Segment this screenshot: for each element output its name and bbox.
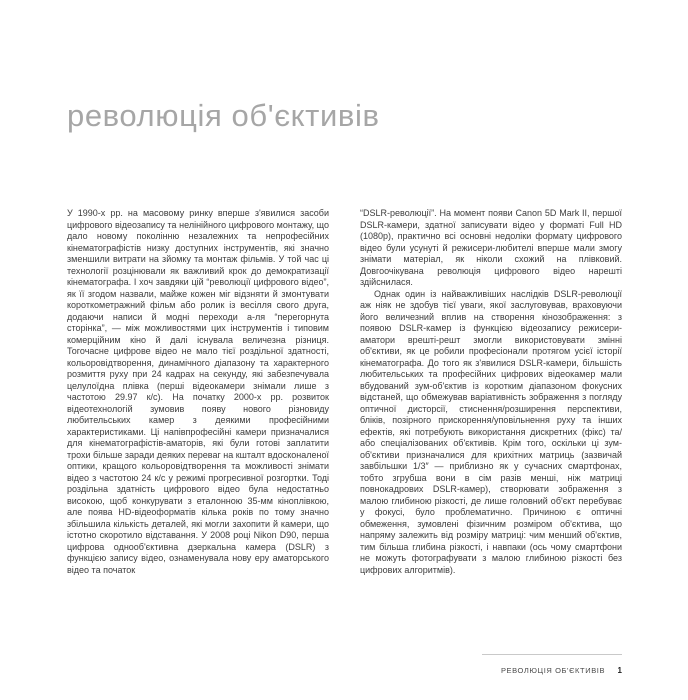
right-column: [360, 208, 622, 576]
page-title: революція об'єктивів: [67, 98, 380, 133]
left-column-paragraph: У 1990-х рр. на масовому ринку вперше з'явилися засоби цифрового відеозапису та нелінійного цифрового монтажу, що дало новому поколінню незалежних та непрофесійних кінематографістів низку доступних інструментів, які значно зменшили витрати на зйомку та монтаж фільмів. У той час ці технології розцінювали як важливий крок до демократизації кінематографа. І хоч завдяки цій “революції цифрового відео”, як її згодом назвали, майже кожен міг відзняти й змонтувати короткометражний фільм або ролик із весілля свого друга, додаючи написи й модні переходи а-ля “перегорнута сторінка”, — між можливостями цих інструментів і типовим комерційним кіно й далі існувала величезна різниця. Тогочасне цифрове відео не мало тієї роздільної здатності, кольоровідтворення, динамічного діапазону та характерного розмиття руху при 24 кадрах на секунду, які забезпечувала целулоїдна плівка (перші відеокамери знімали лише з частотою 29.97 к/с). На початку 2000-х рр. розвиток відеотехнологій зумовив появу нового різновиду любительських камер з деякими професійними характеристиками. Ці напівпрофесійні камери призначалися для кінематографістів-аматорів, які були готові заплатити трохи більше заради деяких переваг на кшталт вдосконаленої оптики, кращого кольоровідтворення та можливості знімати відео з частотою 24 к/с у режимі прогресивної розгортки. Тоді роздільна здатність цифрового відео була недостатньо високою, щоб конкурувати з еталонною 35-мм кіноплівкою, але поява HD-відеоформатів кілька років по тому значно збільшила кількість деталей, які могли захопити й камери, що істотно скоротило відставання. У 2008 році Nikon D90, перша цифрова однооб'єктивна дзеркальна камера (DSLR) з функцією запису відео, ознаменувала нову еру аматорського відео та початок: [67, 208, 329, 575]
right-column-paragraph-2: Однак один із найважливіших наслідків DSLR-революції аж ніяк не здобув тієї уваги, якої заслуговував, враховуючи його величезний вплив на створення кінозображення: з появою DSLR-камер із функцією відеозапису режисери-аматори врешті-решт змогли використовувати змінні об'єктиви, як це робили професіонали протягом усієї історії кінематографа. До того як з'явилися DSLR-камери, більшість любительських та професійних цифрових відеокамер мали вбудований зум-об'єктив із коротким діапазоном фокусних відстаней, що обмежував варіативність зображення з погляду оптичної дисторсії, стиснення/розширення перспективи, бліків, позірного прискорення/уповільнення руху та інших ефектів, які потребують використання дискретних (фікс) та/або спеціалізованих об'єктивів. Крім того, оскільки ці зум-об'єктиви призначалися для крихітних матриць (зазвичай завбільшки 1/3″ — приблизно як у сучасних смартфонах, тобто згрубша вони в сім разів менші, ніж матриці повнокадрових DSLR-камер), створювати зображення з малою глибиною різкості, де лише головний об'єкт перебуває у фокусі, було проблематично. Причиною є оптичні обмеження, зумовлені фізичним розміром об'єктива, що напряму залежить від розміру матриці: чим менший об'єктив, тим більша глибина різкості, і навпаки (ось чому смартфони не можуть фотографувати з малою глибиною різкості без цифрових алгоритмів).: [360, 288, 622, 575]
body-columns: [67, 208, 623, 576]
footer-page-number: 1: [617, 666, 622, 675]
left-column: [67, 208, 329, 576]
page-footer: [482, 654, 622, 678]
right-column-paragraph-1: “DSLR-революції”. На момент появи Canon 5D Mark II, першої DSLR-камери, здатної записувати відео у форматі Full HD (1080p), практично всі основні недоліки формату цифрового відео були усунуті й режисери-любителі вперше мали змогу знімати матеріал, як ніколи схожий на плівковий. Довгоочікувана революція цифрового відео нарешті здійснилася.: [360, 208, 622, 287]
footer-running-head: РЕВОЛЮЦІЯ ОБ'ЄКТИВІВ: [500, 666, 606, 675]
